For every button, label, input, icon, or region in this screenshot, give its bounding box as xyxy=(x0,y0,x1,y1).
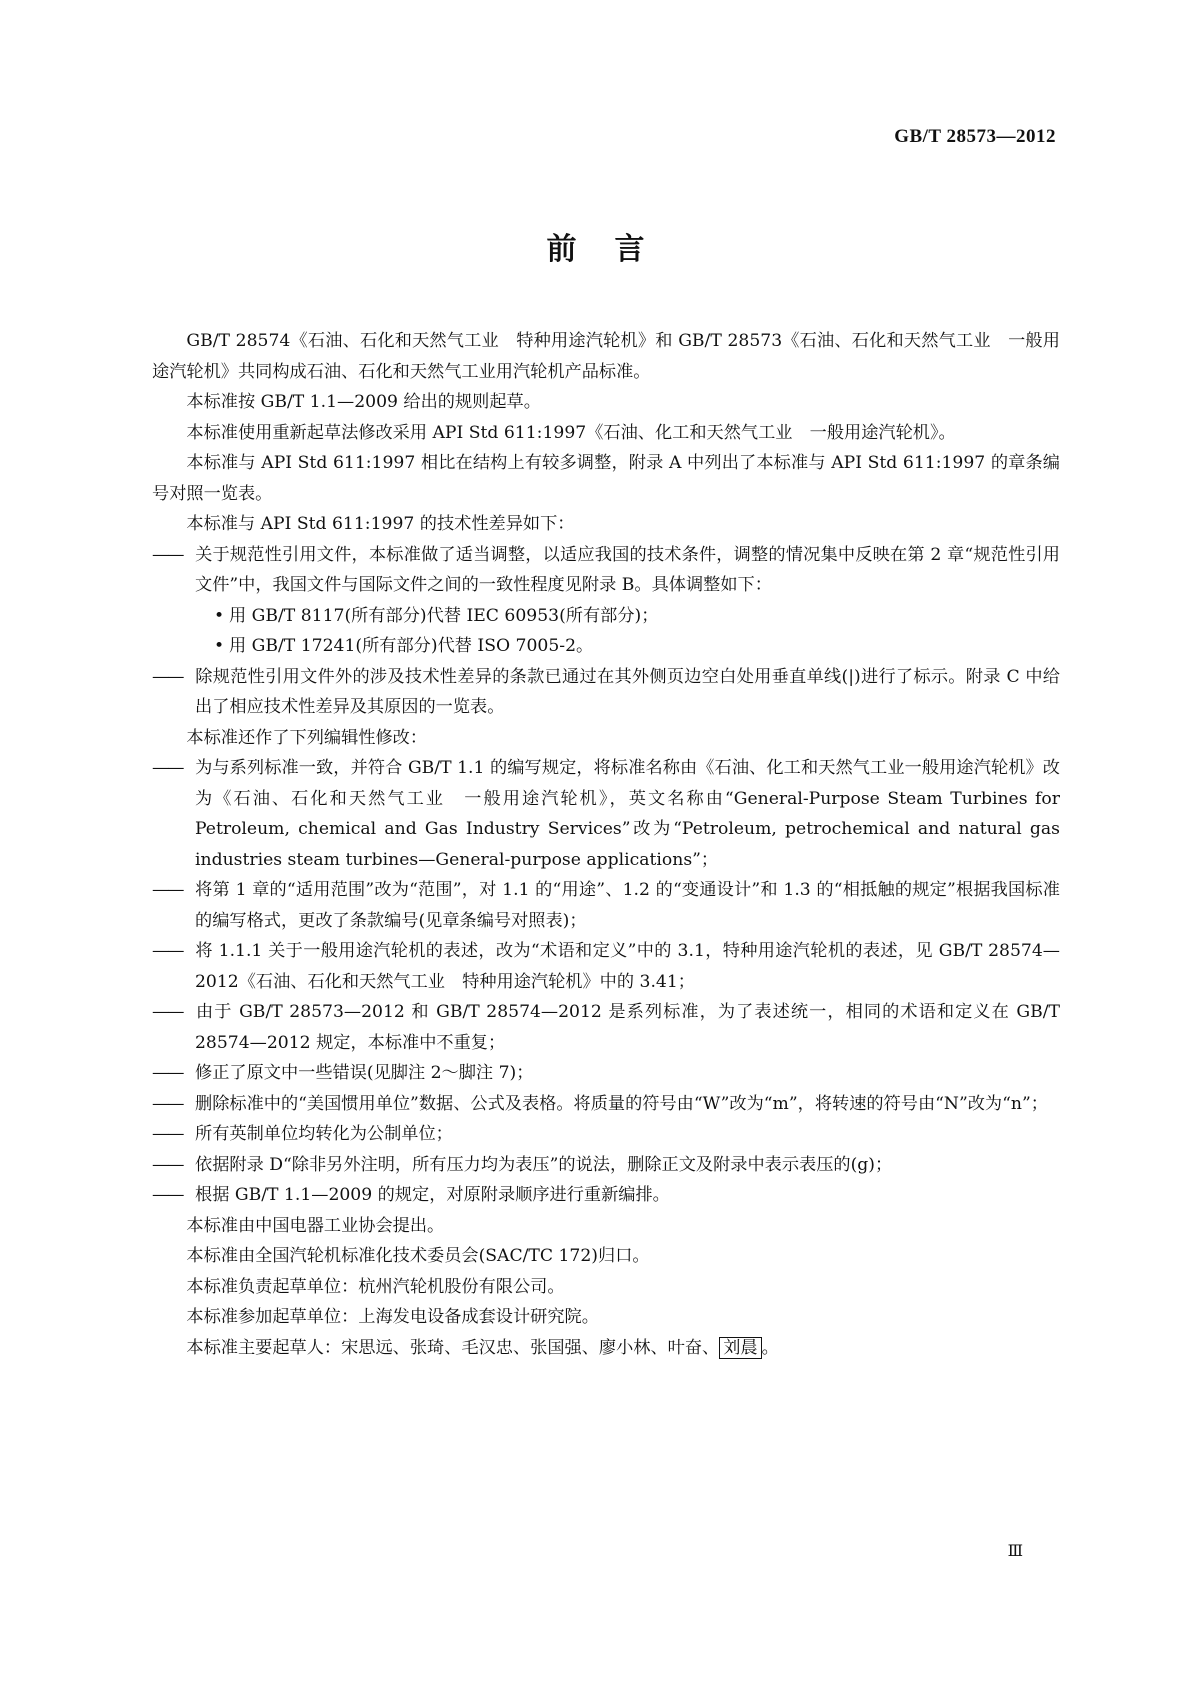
list-item-text: 根据 GB/T 1.1—2009 的规定，对原附录顺序进行重新编排。 xyxy=(195,1185,670,1205)
dash-mark: —— xyxy=(152,1063,183,1083)
list-item-text: 删除标准中的“美国惯用单位”数据、公式及表格。将质量的符号由“W”改为“m”，将转速的符号由“N”改为“n”； xyxy=(195,1093,1048,1114)
list-item-text: 由于 GB/T 28573—2012 和 GB/T 28574—2012 是系列标准，为了表述统一，相同的术语和定义在 GB/T 28574—2012 规定，本标准中不重复； xyxy=(195,1002,1060,1053)
dash-mark: —— xyxy=(152,1124,183,1144)
standard-code: GB/T 28573—2012 xyxy=(894,126,1056,147)
list-item-text: 除规范性引用文件外的涉及技术性差异的条款已通过在其外侧页边空白处用垂直单线(|)进行了标示。附录 C 中给出了相应技术性差异及其原因的一览表。 xyxy=(195,666,1060,717)
list-item xyxy=(152,997,1060,1058)
drafting-rules-paragraph: 本标准按 GB/T 1.1—2009 给出的规则起草。 xyxy=(186,392,541,412)
drafters-list: 本标准主要起草人：宋思远、张琦、毛汉忠、张国强、廖小林、叶奋、 xyxy=(186,1337,720,1358)
dash-mark: —— xyxy=(152,1185,183,1205)
dash-mark: —— xyxy=(152,1002,183,1022)
list-item xyxy=(152,936,1060,997)
intro-paragraph: GB/T 28574《石油、石化和天然气工业 特种用途汽轮机》和 GB/T 28573《石油、石化和天然气工业 一般用途汽轮机》共同构成石油、石化和天然气工业用汽轮机产品标准。 xyxy=(152,331,1060,382)
participating-drafter-paragraph: 本标准参加起草单位：上海发电设备成套设计研究院。 xyxy=(186,1307,599,1327)
bullet-mark: • xyxy=(214,636,225,656)
document-body xyxy=(152,326,1060,1363)
list-item xyxy=(152,1150,1060,1181)
list-item xyxy=(152,1180,1060,1211)
committee-paragraph: 本标准由全国汽轮机标准化技术委员会(SAC/TC 172)归口。 xyxy=(186,1246,650,1266)
list-item-text: 修正了原文中一些错误(见脚注 2～脚注 7)； xyxy=(195,1063,534,1083)
structure-paragraph: 本标准与 API Std 611:1997 相比在结构上有较多调整，附录 A 中列出了本标准与 API Std 611:1997 的章条编号对照一览表。 xyxy=(152,453,1060,504)
dash-mark: —— xyxy=(152,941,183,961)
list-item-text: 将 1.1.1 关于一般用途汽轮机的表述，改为“术语和定义”中的 3.1，特种用途汽轮机的表述，见 GB/T 28574—2012《石油、石化和天然气工业 特种用途汽轮机》中的 3.41； xyxy=(195,941,1060,992)
page-title: 前言 xyxy=(546,232,683,267)
adoption-paragraph: 本标准使用重新起草法修改采用 API Std 611:1997《石油、化工和天然气工业 一般用途汽轮机》。 xyxy=(186,422,956,443)
dash-mark: —— xyxy=(152,880,183,900)
list-item xyxy=(152,875,1060,936)
bullet-mark: • xyxy=(214,605,225,626)
list-item xyxy=(152,631,1060,662)
list-item-text: 为与系列标准一致，并符合 GB/T 1.1 的编写规定，将标准名称由《石油、化工和天然气工业一般用途汽轮机》改为《石油、石化和天然气工业 一般用途汽轮机》，英文名称由“General-Purpose Steam Turbines for Petroleum, chemical and Gas Industry Services”改为“Petroleum, petrochemical and natural gas industries steam turbines—General-purpose applications”； xyxy=(195,758,1060,870)
dash-mark: —— xyxy=(152,1093,183,1114)
list-item xyxy=(152,753,1060,875)
list-item-text: 依据附录 D“除非另外注明，所有压力均为表压”的说法，删除正文及附录中表示表压的(g)； xyxy=(195,1154,893,1175)
editorial-changes-heading: 本标准还作了下列编辑性修改： xyxy=(186,727,428,748)
dash-mark: —— xyxy=(152,544,183,565)
technical-differences-heading: 本标准与 API Std 611:1997 的技术性差异如下： xyxy=(186,514,575,534)
list-item-text: 将第 1 章的“适用范围”改为“范围”，对 1.1 的“用途”、1.2 的“变通设计”和 1.3 的“相抵触的规定”根据我国标准的编写格式，更改了条款编号(见章条编号对照表)； xyxy=(195,880,1060,931)
list-item xyxy=(152,662,1060,723)
page-number: Ⅲ xyxy=(1007,1543,1023,1560)
list-item xyxy=(152,1089,1060,1120)
proposer-paragraph: 本标准由中国电器工业协会提出。 xyxy=(186,1215,445,1236)
list-item xyxy=(152,540,1060,601)
drafters-paragraph xyxy=(152,1333,1060,1364)
dash-mark: —— xyxy=(152,1154,183,1175)
list-item-text: 关于规范性引用文件，本标准做了适当调整，以适应我国的技术条件，调整的情况集中反映在第 2 章“规范性引用文件”中，我国文件与国际文件之间的一致性程度见附录 B。具体调整如下： xyxy=(195,544,1060,595)
list-item xyxy=(152,1119,1060,1150)
list-item-text: 所有英制单位均转化为公制单位； xyxy=(195,1124,453,1144)
drafters-end: 。 xyxy=(761,1337,779,1358)
boxed-drafter-name: 刘晨 xyxy=(719,1337,761,1359)
list-item xyxy=(152,601,1060,632)
dash-mark: —— xyxy=(152,666,183,687)
responsible-drafter-paragraph: 本标准负责起草单位：杭州汽轮机股份有限公司。 xyxy=(186,1276,565,1297)
list-item xyxy=(152,1058,1060,1089)
list-item-text: 用 GB/T 17241(所有部分)代替 ISO 7005-2。 xyxy=(229,636,594,656)
list-item-text: 用 GB/T 8117(所有部分)代替 IEC 60953(所有部分)； xyxy=(229,605,659,626)
dash-mark: —— xyxy=(152,758,183,778)
